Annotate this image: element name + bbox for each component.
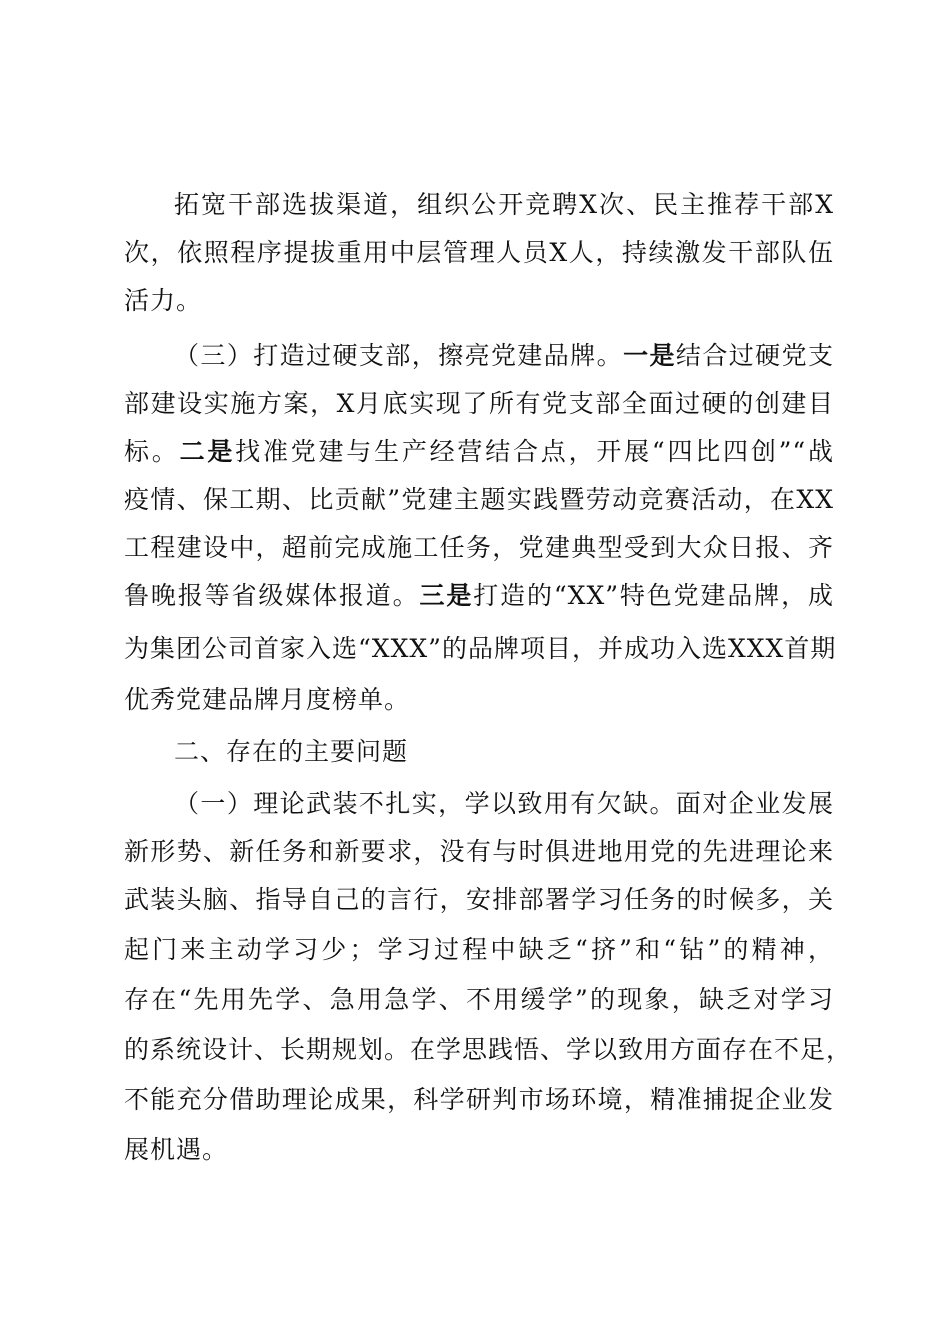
- ordinal-marker: 二是: [179, 437, 236, 466]
- paragraph-line: [174, 334, 834, 378]
- paragraph-text: 结合过硬党支: [675, 341, 834, 370]
- paragraph-line: 部建设实施方案，X月底实现了所有党支部全面过硬的创建目: [124, 389, 834, 418]
- paragraph-line: 拓宽干部选拔渠道，组织公开竞聘X次、民主推荐干部X: [174, 190, 834, 219]
- paragraph-line: 为集团公司首家入选“XXX”的品牌项目，并成功入选XXX首期: [124, 634, 837, 663]
- paragraph-text: 标。: [124, 437, 180, 466]
- paragraph-line: 疫情、保工期、比贡献”党建主题实践暨劳动竞赛活动，在XX: [124, 485, 834, 514]
- paragraph-text: 找准党建与生产经营结合点，开展“四比四创”“战: [235, 437, 834, 466]
- paragraph-line: 新形势、新任务和新要求，没有与时俱进地用党的先进理论来: [124, 837, 834, 866]
- ordinal-marker: 一是: [623, 341, 676, 370]
- paragraph-line: 存在“先用先学、急用急学、不用缓学”的现象，缺乏对学习: [124, 985, 834, 1014]
- paragraph-line: [124, 574, 834, 618]
- paragraph-line: 工程建设中，超前完成施工任务，党建典型受到大众日报、齐: [124, 533, 834, 562]
- paragraph-text: 鲁晚报等省级媒体报道。: [124, 581, 420, 610]
- paragraph-line: [124, 430, 834, 474]
- paragraph-line: 的系统设计、长期规划。在学思践悟、学以致用方面存在不足，: [124, 1035, 853, 1064]
- paragraph-line: 次，依照程序提拔重用中层管理人员X人，持续激发干部队伍: [124, 238, 834, 267]
- paragraph-line: 起门来主动学习少；学习过程中缺乏“挤”和“钻”的精神，: [124, 935, 834, 964]
- subheading-text: （三）打造过硬支部，擦亮党建品牌。: [174, 341, 624, 370]
- paragraph-line: 武装头脑、指导自己的言行，安排部署学习任务的时候多，关: [124, 885, 834, 914]
- paragraph-line: （一）理论武装不扎实，学以致用有欠缺。面对企业发展: [174, 789, 834, 818]
- paragraph-line: 优秀党建品牌月度榜单。: [124, 685, 411, 714]
- paragraph-line: 不能充分借助理论成果，科学研判市场环境，精准捕捉企业发: [124, 1085, 834, 1114]
- paragraph-line: 活力。: [124, 286, 203, 315]
- section-heading: 二、存在的主要问题: [174, 737, 409, 766]
- ordinal-marker: 三是: [419, 581, 474, 610]
- paragraph-line: 展机遇。: [124, 1135, 229, 1164]
- paragraph-text: 打造的“XX”特色党建品牌，成: [473, 581, 834, 610]
